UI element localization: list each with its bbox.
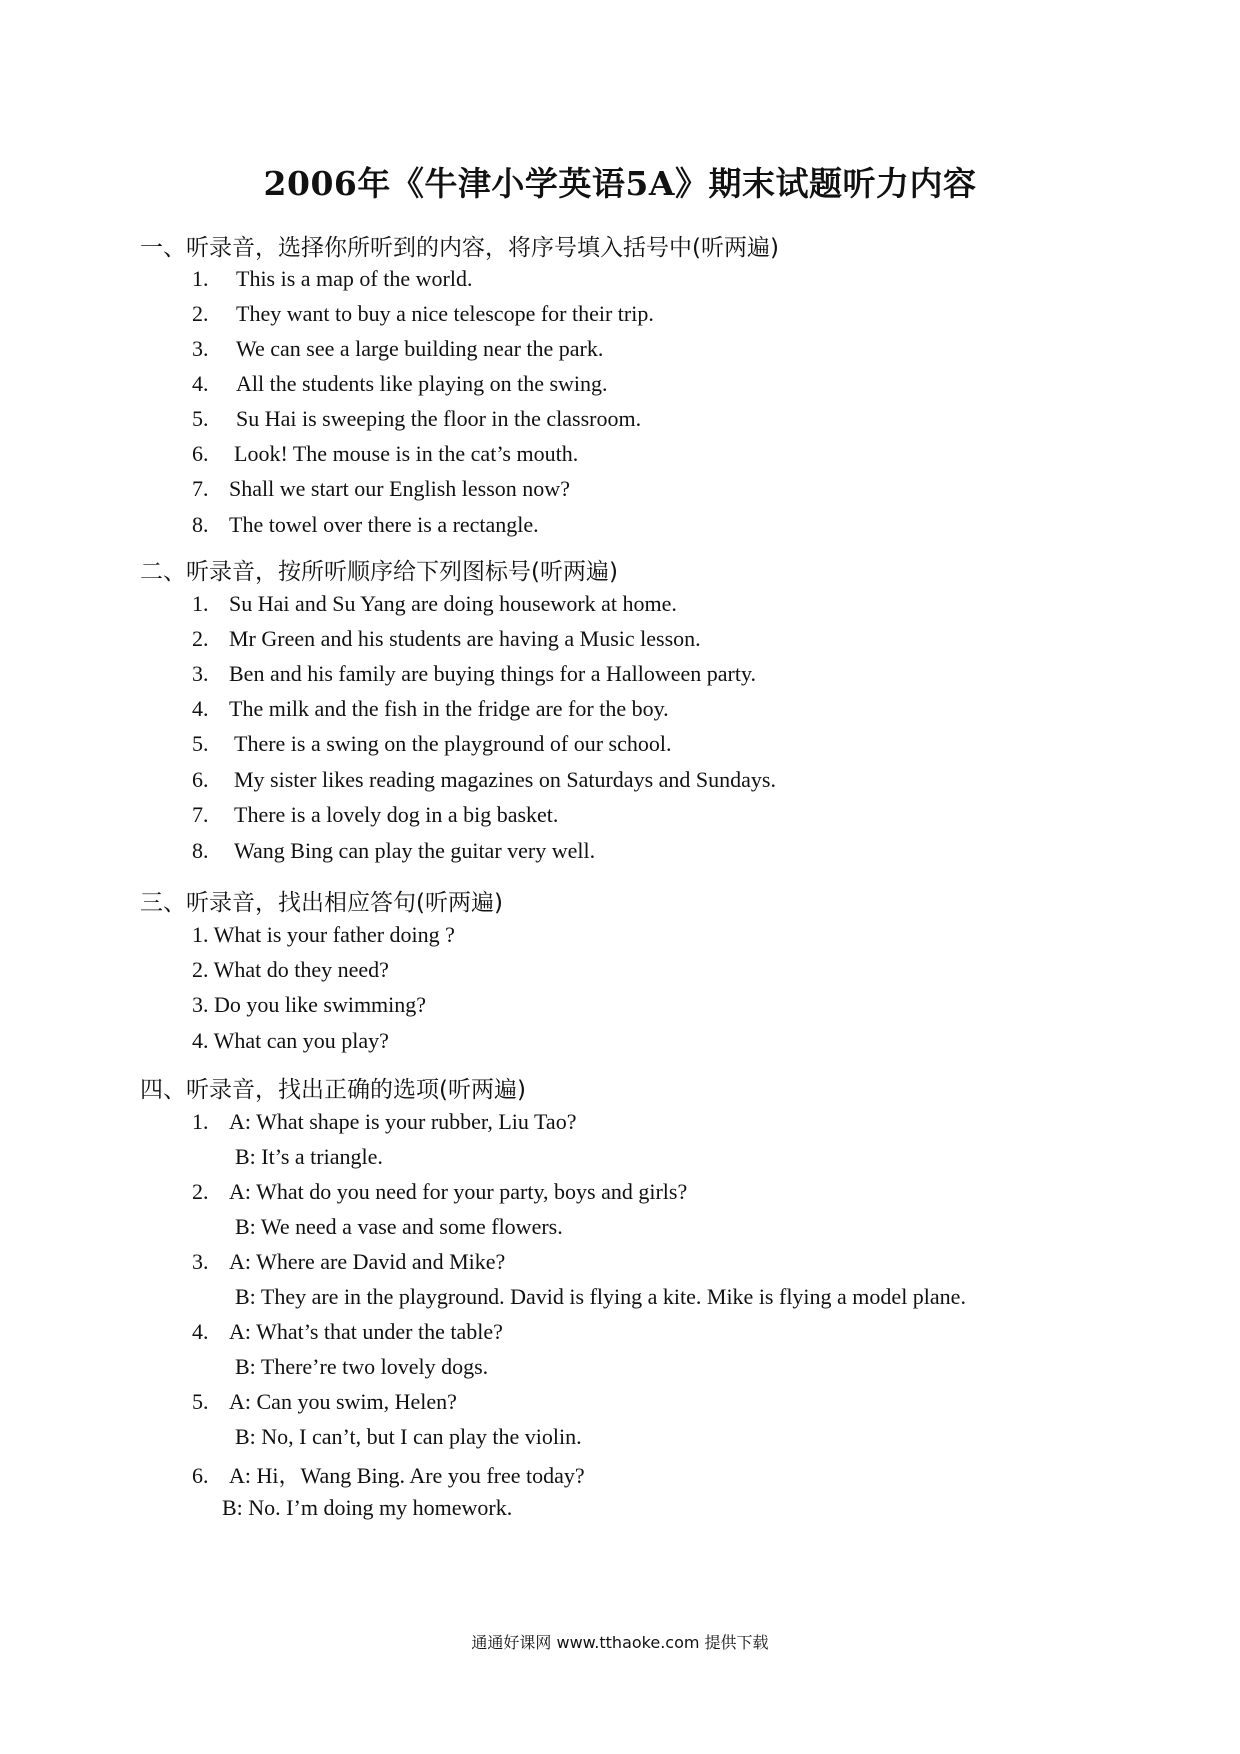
item-number: 7.: [192, 802, 209, 827]
item-text: A: What’s that under the table?: [229, 1319, 503, 1344]
list-item: [192, 626, 701, 652]
list-item: [192, 441, 578, 467]
dialogue-line-a: [192, 1389, 457, 1415]
item-text: Ben and his family are buying things for a Halloween party.: [229, 661, 757, 686]
item-text: A: What shape is your rubber, Liu Tao?: [229, 1109, 577, 1134]
list-item: [192, 371, 608, 397]
list-item: [192, 336, 603, 362]
list-item: [192, 476, 570, 502]
dialogue-line-b: B: It’s a triangle.: [235, 1144, 383, 1169]
list-item: [192, 731, 671, 757]
item-text: All the students like playing on the swing.: [236, 371, 608, 396]
item-number: 6.: [192, 441, 209, 466]
list-item: [192, 838, 595, 864]
dialogue-line-b: B: We need a vase and some flowers.: [235, 1214, 563, 1239]
section-4-heading: 四、听录音，找出正确的选项(听两遍): [140, 1077, 526, 1103]
dialogue-line-a: [192, 1459, 585, 1490]
item-number: 4.: [192, 371, 209, 396]
item-text: The milk and the fish in the fridge are for the boy.: [229, 696, 669, 721]
list-item: [192, 591, 677, 617]
section-3-heading: 三、听录音，找出相应答句(听两遍): [140, 890, 503, 916]
dialogue-line-b: B: There’re two lovely dogs.: [235, 1354, 489, 1379]
section-1-heading: 一、听录音，选择你所听到的内容，将序号填入括号中(听两遍): [140, 235, 779, 261]
item-text: Look! The mouse is in the cat’s mouth.: [234, 441, 579, 466]
list-item: [192, 266, 472, 292]
item-number: 8.: [192, 512, 209, 537]
dialogue-line-a: [192, 1249, 505, 1275]
item-number: 2.: [192, 626, 209, 651]
dialogue-line-b: B: No, I can’t, but I can play the violin.: [235, 1424, 582, 1449]
dialogue-line-a: [192, 1319, 503, 1345]
item-text: A: Can you swim, Helen?: [229, 1389, 457, 1414]
item-number: 6.: [192, 767, 209, 792]
list-item: [192, 696, 669, 722]
item-text: A: Hi，Wang Bing. Are you free today?: [229, 1463, 585, 1488]
item-text: We can see a large building near the park.: [236, 336, 604, 361]
item-text: The towel over there is a rectangle.: [229, 512, 539, 537]
list-item: [192, 406, 641, 432]
dialogue-line-b: B: They are in the playground. David is flying a kite. Mike is flying a model plane.: [235, 1284, 966, 1309]
footer-source-note: 通通好课网 www.tthaoke.com 提供下载: [471, 1633, 769, 1652]
item-number: 2.: [192, 301, 209, 326]
dialogue-line-a: [192, 1109, 576, 1135]
list-item: 2. What do they need?: [192, 957, 389, 982]
section-2-heading: 二、听录音，按所听顺序给下列图标号(听两遍): [140, 559, 618, 585]
item-text: Wang Bing can play the guitar very well.: [234, 838, 596, 863]
item-number: 5.: [192, 731, 209, 756]
item-number: 5.: [192, 406, 209, 431]
item-text: There is a lovely dog in a big basket.: [234, 802, 559, 827]
item-text: Su Hai is sweeping the floor in the classroom.: [236, 406, 642, 431]
list-item: [192, 301, 654, 327]
item-text: They want to buy a nice telescope for their trip.: [236, 301, 654, 326]
item-number: 3.: [192, 1249, 209, 1274]
item-text: A: What do you need for your party, boys and girls?: [229, 1179, 688, 1204]
item-number: 1.: [192, 266, 209, 291]
item-number: 5.: [192, 1389, 209, 1414]
item-number: 3.: [192, 336, 209, 361]
item-text: Shall we start our English lesson now?: [229, 476, 570, 501]
item-text: There is a swing on the playground of our school.: [234, 731, 672, 756]
list-item: 3. Do you like swimming?: [192, 992, 427, 1017]
list-item: 4. What can you play?: [192, 1028, 389, 1053]
item-text: Mr Green and his students are having a Music lesson.: [229, 626, 701, 651]
item-number: 2.: [192, 1179, 209, 1204]
dialogue-line-a: [192, 1179, 687, 1205]
list-item: [192, 512, 539, 538]
list-item: [192, 767, 776, 793]
item-text: A: Where are David and Mike?: [229, 1249, 506, 1274]
page-title: 2006年《牛津小学英语5A》期末试题听力内容: [263, 164, 977, 203]
item-text: This is a map of the world.: [236, 266, 473, 291]
list-item: [192, 802, 558, 828]
item-number: 3.: [192, 661, 209, 686]
item-number: 1.: [192, 591, 209, 616]
list-item: [192, 661, 756, 687]
item-number: 7.: [192, 476, 209, 501]
dialogue-line-b: B: No. I’m doing my homework.: [222, 1495, 513, 1520]
item-number: 4.: [192, 1319, 209, 1344]
item-number: 4.: [192, 696, 209, 721]
list-item: 1. What is your father doing ?: [192, 922, 455, 947]
item-number: 8.: [192, 838, 209, 863]
item-text: Su Hai and Su Yang are doing housework at home.: [229, 591, 677, 616]
item-number: 6.: [192, 1463, 209, 1488]
item-text: My sister likes reading magazines on Saturdays and Sundays.: [234, 767, 776, 792]
item-number: 1.: [192, 1109, 209, 1134]
